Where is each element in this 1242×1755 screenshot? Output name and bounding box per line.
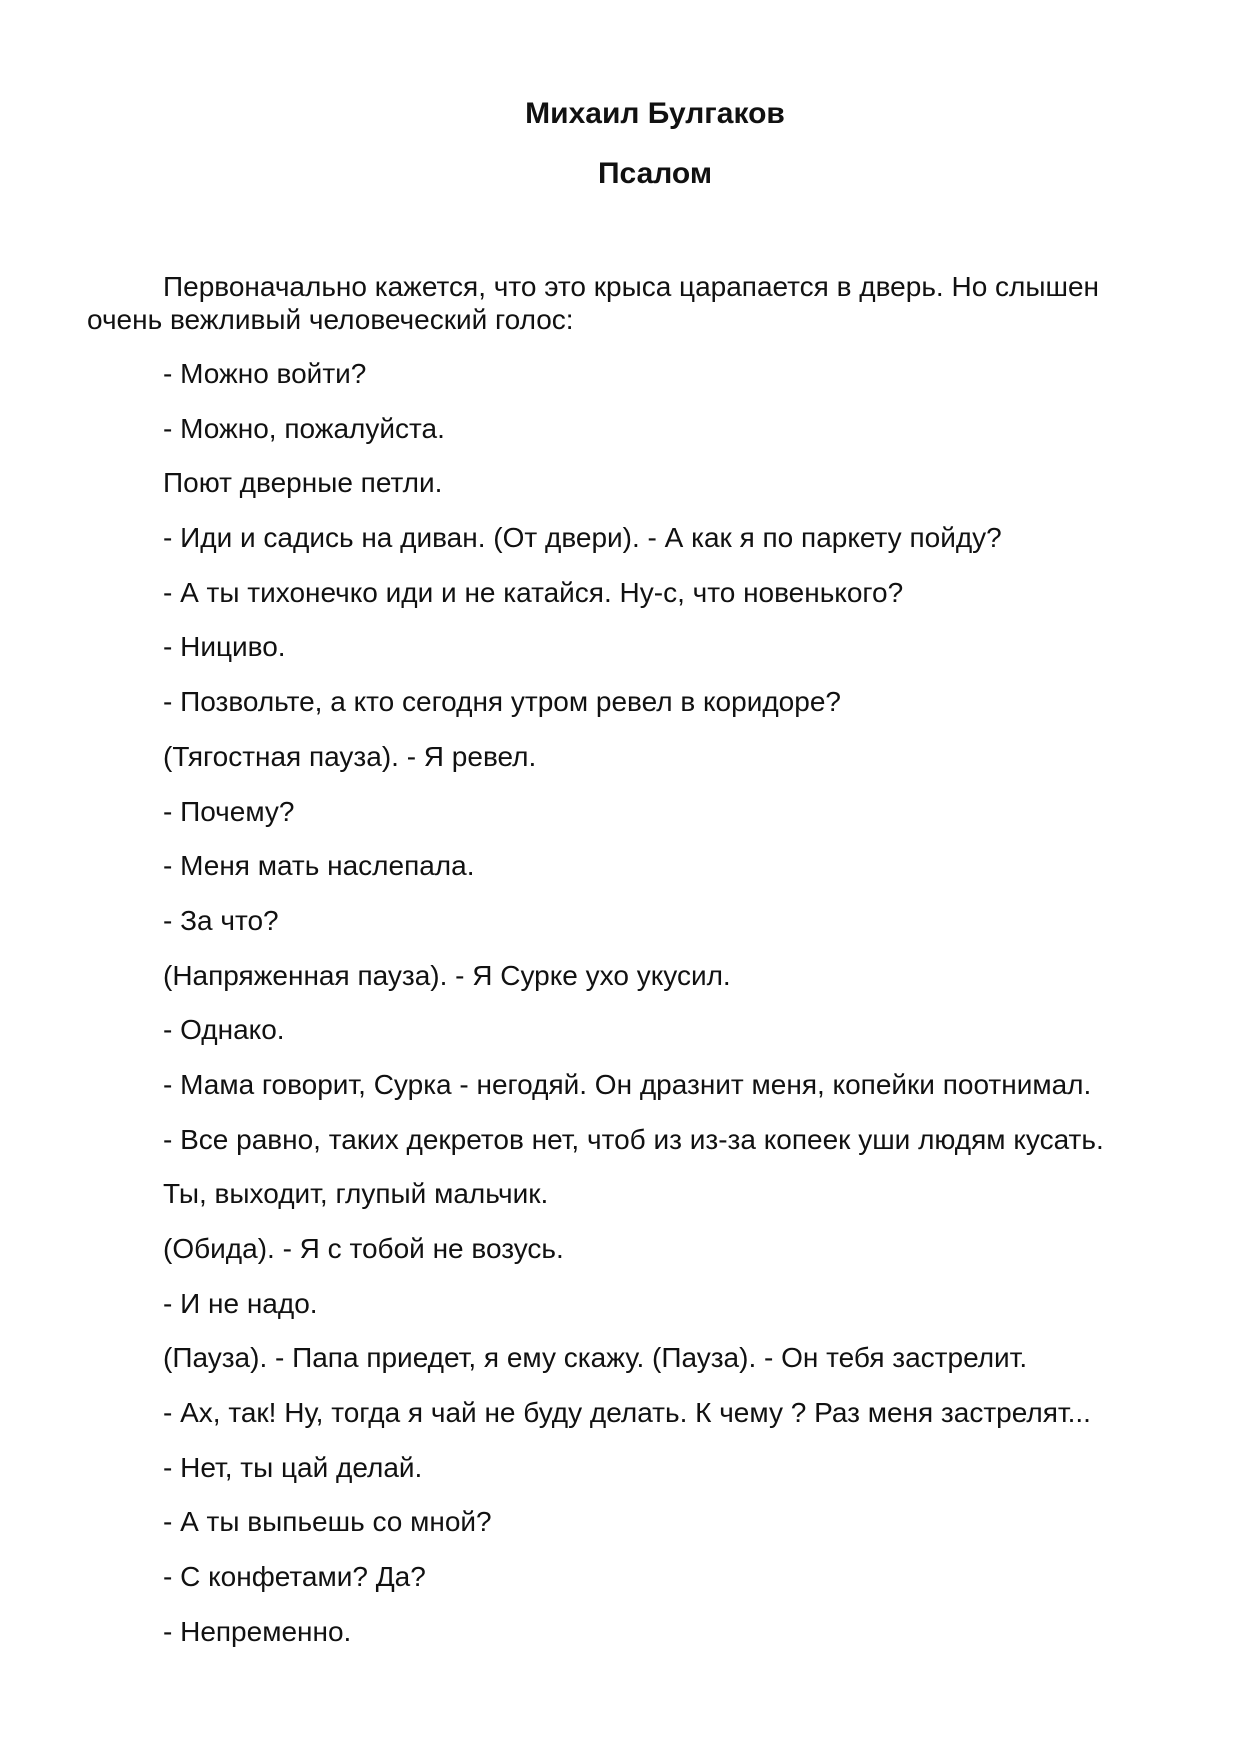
dialogue-line: - А ты выпьешь со мной?	[163, 1506, 492, 1538]
dialogue-line: - Однако.	[163, 1014, 285, 1046]
dialogue-line: - Почему?	[163, 795, 295, 827]
dialogue-line: - Нет, ты цай делай.	[163, 1451, 423, 1483]
dialogue-line: (Обида). - Я с тобой не возусь.	[163, 1233, 564, 1264]
intro-paragraph: Первоначально кажется, что это крыса царапается в дверь. Но слышен очень вежливый человеческий голос:	[87, 271, 1100, 335]
dialogue-line: - Позвольте, а кто сегодня утром ревел в коридоре?	[163, 686, 841, 718]
dialogue-line: - За что?	[163, 904, 279, 936]
dialogue-line: - Ах, так! Ну, тогда я чай не буду делать. К чему ? Раз меня застрелят...	[163, 1397, 1091, 1429]
dialogue-line: - Меня мать наслепала.	[163, 850, 475, 882]
dialogue-line: - А ты тихонечко иди и не катайся. Ну-с, что новенького?	[163, 576, 904, 608]
dialogue-line: - Можно войти?	[163, 358, 367, 389]
dialogue-line: Поют дверные петли.	[163, 467, 443, 499]
dialogue-line: (Пауза). - Папа приедет, я ему скажу. (Пауза). - Он тебя застрелит.	[163, 1342, 1028, 1374]
dialogue-line: - Мама говорит, Сурка - негодяй. Он дразнит меня, копейки поотнимал.	[163, 1068, 1092, 1100]
dialogue-line: - Непременно.	[163, 1615, 352, 1647]
dialogue-line: (Тягостная пауза). - Я ревел.	[163, 740, 537, 772]
dialogue-line: - И не надо.	[163, 1287, 318, 1319]
author-name: Михаил Булгаков	[525, 97, 785, 130]
dialogue-line: (Напряженная пауза). - Я Сурке ухо укусил.	[163, 959, 731, 991]
dialogue-line: - С конфетами? Да?	[163, 1561, 426, 1593]
dialogue-line: Ты, выходит, глупый мальчик.	[163, 1178, 549, 1210]
dialogue-line: - Можно, пожалуйста.	[163, 412, 445, 444]
dialogue-lines	[163, 357, 1173, 1670]
dialogue-line: - Нициво.	[163, 631, 286, 663]
dialogue-line: - Все равно, таких декретов нет, чтоб из из-за копеек уши людям кусать.	[163, 1123, 1104, 1155]
document-title: Псалом	[597, 157, 713, 190]
dialogue-line: - Иди и садись на диван. (От двери). - А как я по паркету пойду?	[163, 522, 1002, 554]
